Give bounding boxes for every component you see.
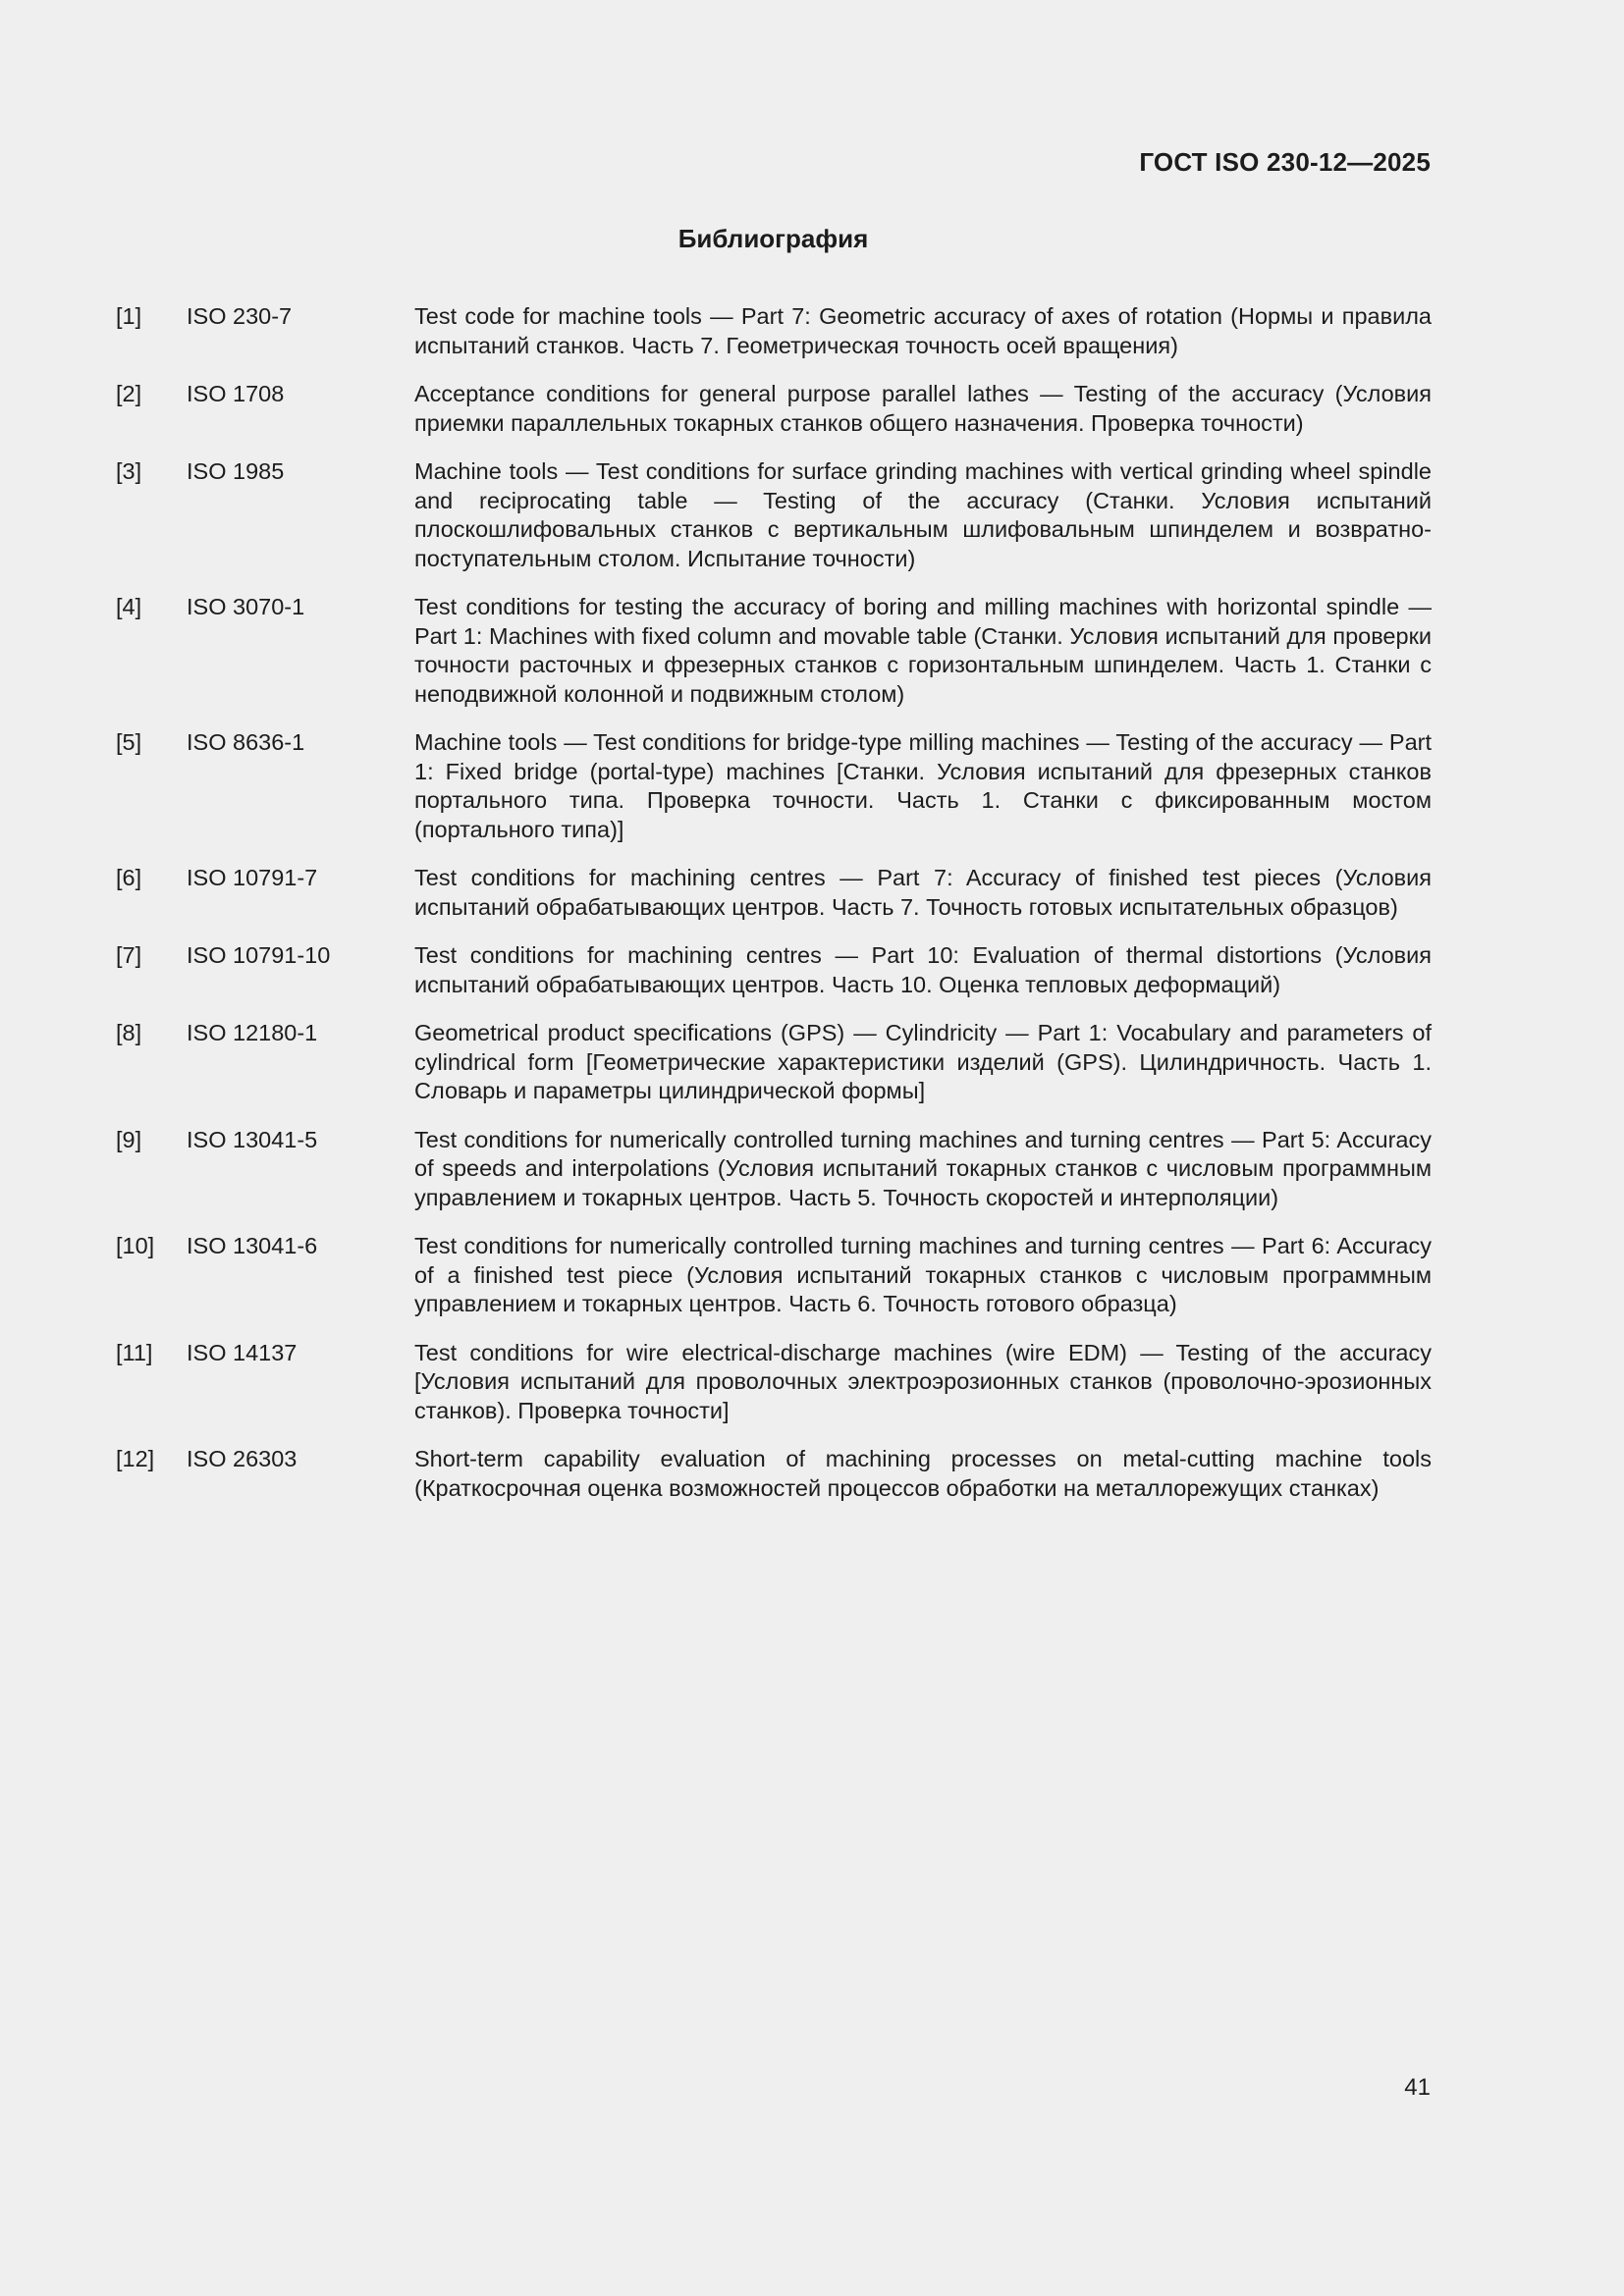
bibliography-entry xyxy=(116,728,1432,844)
entry-title: Machine tools — Test conditions for surface grinding machines with vertical grinding wheel spindle and reciprocating table — Testing of the accuracy (Станки. Условия испытаний плоскошлифовальных станков с вертикальным шлифовальным шпинделем и возвратно-поступательным столом. Испытание точности) xyxy=(414,458,1432,571)
entry-standard: ISO 1708 xyxy=(187,381,285,406)
bibliography-entry xyxy=(116,864,1432,922)
entry-number: [8] xyxy=(116,1020,142,1045)
entry-standard: ISO 26303 xyxy=(187,1446,298,1471)
entry-standard: ISO 13041-6 xyxy=(187,1233,318,1258)
entry-title: Test conditions for machining centres — Part 10: Evaluation of thermal distortions (Условия испытаний обрабатывающих центров. Часть 10. Оценка тепловых деформаций) xyxy=(414,942,1432,997)
entry-standard: ISO 230-7 xyxy=(187,303,293,329)
entry-standard: ISO 3070-1 xyxy=(187,594,305,619)
bibliography-entry xyxy=(116,1126,1432,1213)
entry-number: [10] xyxy=(116,1233,155,1258)
bibliography-entry xyxy=(116,941,1432,999)
entry-title: Test conditions for numerically controlled turning machines and turning centres — Part 5: Accuracy of speeds and interpolations (Условия испытаний токарных станков с числовым программным управлением и токарных центров. Часть 5. Точность скоростей и интерполяции) xyxy=(414,1126,1432,1210)
bibliography-entry xyxy=(116,302,1432,360)
entry-number: [3] xyxy=(116,458,142,484)
entry-number: [4] xyxy=(116,594,142,619)
bibliography-list xyxy=(116,302,1432,1522)
entry-title: Short-term capability evaluation of machining processes on metal-cutting machine tools (Краткосрочная оценка возможностей процессов обработки на металлорежущих станках) xyxy=(414,1446,1432,1501)
entry-number: [12] xyxy=(116,1446,155,1471)
page-number: 41 xyxy=(1404,2074,1431,2101)
entry-standard: ISO 1985 xyxy=(187,458,285,484)
entry-title: Machine tools — Test conditions for bridge-type milling machines — Testing of the accuracy — Part 1: Fixed bridge (portal-type) machines [Станки. Условия испытаний для фрезерных станков портального типа. Проверка точности. Часть 1. Станки с фиксированным мостом (портального типа)] xyxy=(414,729,1432,842)
entry-number: [11] xyxy=(116,1339,153,1365)
entry-number: [6] xyxy=(116,865,142,890)
entry-title: Test conditions for testing the accuracy of boring and milling machines with horizontal spindle — Part 1: Machines with fixed column and movable table (Станки. Условия испытаний для проверки точности расточных и фрезерных станков с горизонтальным шпинделем. Часть 1. Станки с неподвижной колонной и подвижным столом) xyxy=(414,594,1432,707)
entry-number: [1] xyxy=(116,303,142,329)
section-title: Библиография xyxy=(677,224,869,253)
entry-title: Acceptance conditions for general purpose parallel lathes — Testing of the accuracy (Условия приемки параллельных токарных станков общего назначения. Проверка точности) xyxy=(414,381,1432,436)
bibliography-entry xyxy=(116,1019,1432,1106)
entry-standard: ISO 8636-1 xyxy=(187,729,305,755)
entry-title: Test code for machine tools — Part 7: Geometric accuracy of axes of rotation (Нормы и правила испытаний станков. Часть 7. Геометрическая точность осей вращения) xyxy=(414,303,1432,358)
bibliography-entry xyxy=(116,1445,1432,1503)
entry-standard: ISO 10791-7 xyxy=(187,865,318,890)
entry-title: Geometrical product specifications (GPS) — Cylindricity — Part 1: Vocabulary and parameters of cylindrical form [Геометрические характеристики изделий (GPS). Цилиндричность. Часть 1. Словарь и параметры цилиндрической формы] xyxy=(414,1020,1432,1103)
entry-standard: ISO 14137 xyxy=(187,1339,298,1365)
entry-title: Test conditions for wire electrical-discharge machines (wire EDM) — Testing of the accuracy [Условия испытаний для проволочных электроэрозионных станков (проволочно-эрозионных станков). Проверка точности] xyxy=(414,1339,1432,1423)
entry-number: [9] xyxy=(116,1126,142,1152)
entry-number: [2] xyxy=(116,381,142,406)
bibliography-entry xyxy=(116,457,1432,573)
entry-standard: ISO 10791-10 xyxy=(187,942,331,968)
bibliography-entry xyxy=(116,1339,1432,1426)
entry-standard: ISO 13041-5 xyxy=(187,1126,318,1152)
entry-title: Test conditions for numerically controlled turning machines and turning centres — Part 6: Accuracy of a finished test piece (Условия испытаний токарных станков с числовым программным управлением и токарных центров. Часть 6. Точность готового образца) xyxy=(414,1233,1432,1316)
entry-standard: ISO 12180-1 xyxy=(187,1020,318,1045)
bibliography-entry xyxy=(116,593,1432,709)
entry-title: Test conditions for machining centres — Part 7: Accuracy of finished test pieces (Условия испытаний обрабатывающих центров. Часть 7. Точность готовых испытательных образцов) xyxy=(414,865,1432,920)
bibliography-entry xyxy=(116,380,1432,438)
bibliography-entry xyxy=(116,1232,1432,1319)
document-code-header: ГОСТ ISO 230-12—2025 xyxy=(1139,147,1431,177)
entry-number: [7] xyxy=(116,942,142,968)
entry-number: [5] xyxy=(116,729,142,755)
